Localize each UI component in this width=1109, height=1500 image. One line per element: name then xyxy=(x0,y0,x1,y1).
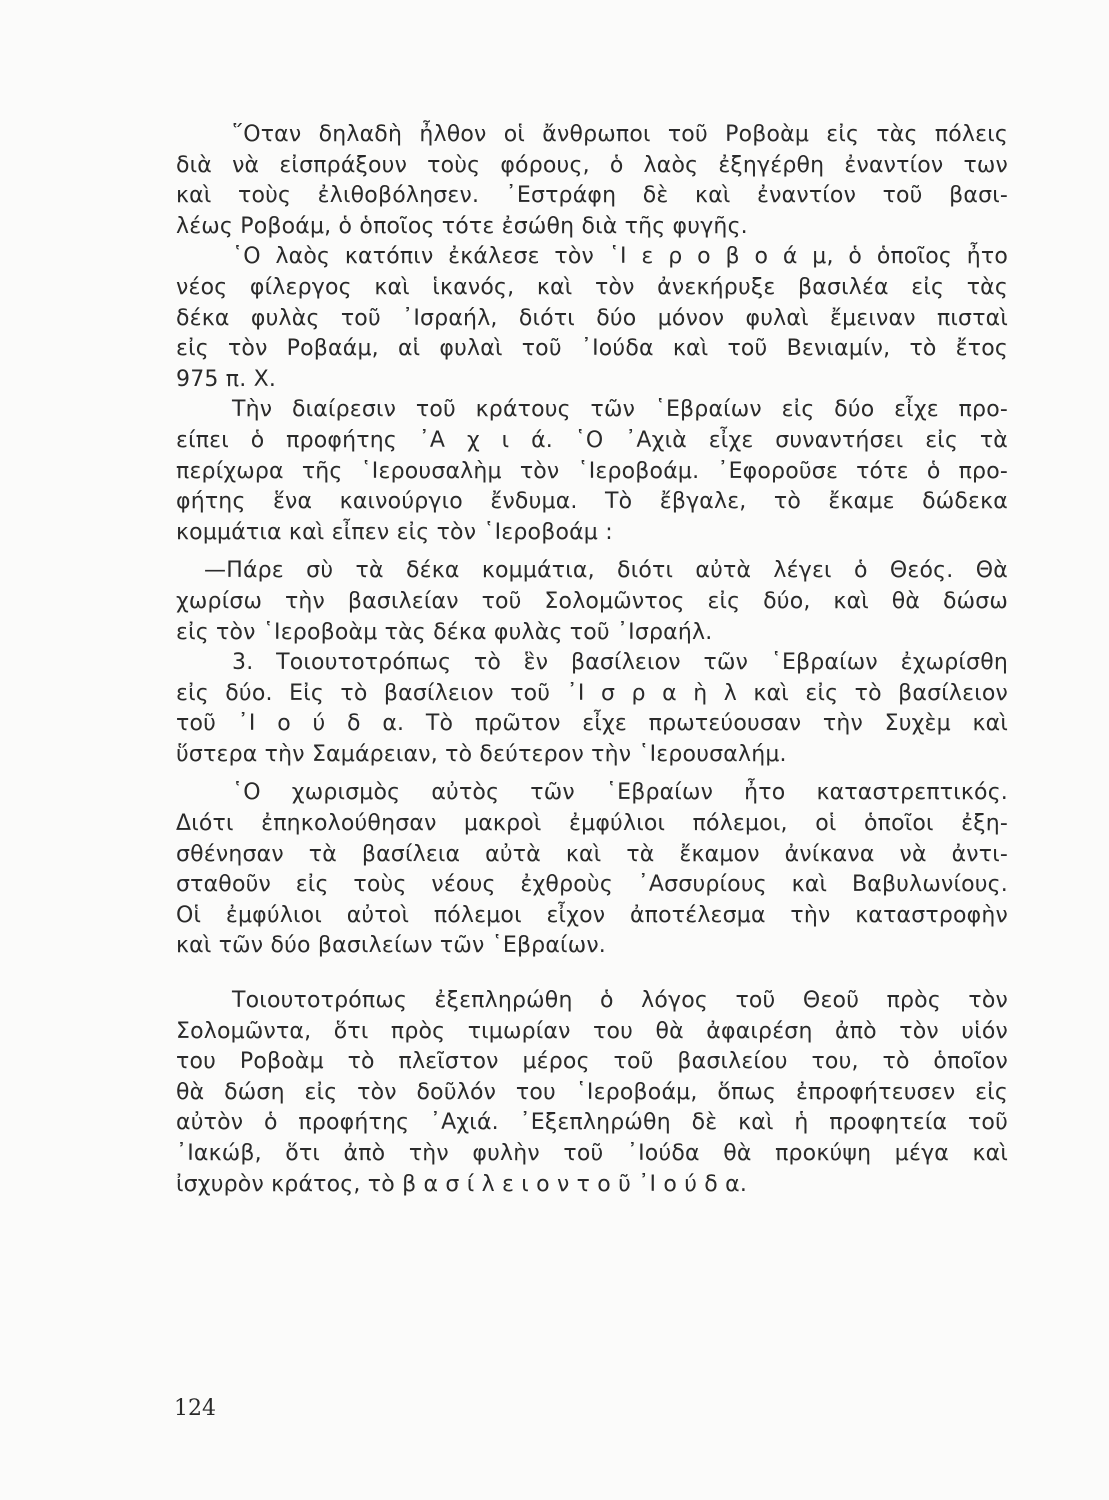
text-line: σθένησαν τὰ βασίλεια αὐτὰ καὶ τὰ ἔκαμον ἀνίκανα νὰ ἀντι- xyxy=(176,841,1008,867)
text-line: καὶ τῶν δύο βασιλείων τῶν ῾Εβραίων. xyxy=(176,933,606,959)
text-line: δέκα φυλὰς τοῦ ᾿Ισραήλ, διότι δύο μόνον φυλαὶ ἔμειναν πισταὶ xyxy=(176,305,1008,331)
text-line: φήτης ἕνα καινούργιο ἔνδυμα. Τὸ ἔβγαλε, τὸ ἔκαμε δώδεκα xyxy=(176,489,1008,515)
text-line: σταθοῦν εἰς τοὺς νέους ἐχθροὺς ᾿Ασσυρίους καὶ Βαβυλωνίους. xyxy=(176,872,1008,898)
text-line: ῾Ο λαὸς κατόπιν ἐκάλεσε τὸν ῾Ι ε ρ ο β ο ά μ, ὁ ὁποῖος ἦτο xyxy=(232,244,1008,270)
text-line: θὰ δώση εἰς τὸν δοῦλόν του ῾Ιεροβοάμ, ὅπως ἐπροφήτευσεν εἰς xyxy=(176,1079,1008,1105)
text-line: ῞Οταν δηλαδὴ ἦλθον οἱ ἄνθρωποι τοῦ Ροβοὰμ εἰς τὰς πόλεις xyxy=(232,122,1008,147)
text-line: ὕστερα τὴν Σαμάρειαν, τὸ δεύτερον τὴν ῾Ιερουσαλήμ. xyxy=(176,741,787,767)
text-line: του Ροβοὰμ τὸ πλεῖστον μέρος τοῦ βασιλείου του, τὸ ὁποῖον xyxy=(176,1049,1008,1075)
paragraph-7 xyxy=(176,986,1008,1200)
paragraph-5 xyxy=(176,648,1008,770)
text-line: 975 π. Χ. xyxy=(176,366,277,392)
text-line: καὶ τοὺς ἐλιθοβόλησεν. ᾿Εστράφη δὲ καὶ ἐναντίον τοῦ βασι- xyxy=(176,183,1008,209)
text-line: κομμάτια καὶ εἶπεν εἰς τὸν ῾Ιεροβοάμ : xyxy=(176,519,613,545)
text-line: εἰς τὸν ῾Ιεροβοὰμ τὰς δέκα φυλὰς τοῦ ᾿Ισραήλ. xyxy=(176,619,713,645)
text-line: χωρίσω τὴν βασιλείαν τοῦ Σολομῶντος εἰς δύο, καὶ θὰ δώσω xyxy=(176,588,1008,614)
page-number: 124 xyxy=(174,1396,216,1421)
text-line: περίχωρα τῆς ῾Ιερουσαλὴμ τὸν ῾Ιεροβοάμ. ᾿Εφοροῦσε τότε ὁ προ- xyxy=(176,458,1008,484)
paragraph-6 xyxy=(176,778,1008,962)
text-line: αὐτὸν ὁ προφήτης ᾿Αχιά. ᾿Εξεπληρώθη δὲ καὶ ἡ προφητεία τοῦ xyxy=(176,1110,1008,1136)
text-line: Τὴν διαίρεσιν τοῦ κράτους τῶν ῾Εβραίων εἰς δύο εἶχε προ- xyxy=(232,397,1008,423)
text-line: ἰσχυρὸν κράτος, τὸ β α σ ί λ ε ι ο ν τ ο ῦ ᾿Ι ο ύ δ α. xyxy=(176,1171,748,1197)
text-line: Σολομῶντα, ὅτι πρὸς τιμωρίαν του θὰ ἀφαιρέση ἀπὸ τὸν υἱόν xyxy=(176,1018,1008,1044)
text-line: λέως Ροβοάμ, ὁ ὁποῖος τότε ἐσώθη διὰ τῆς φυγῆς. xyxy=(176,213,748,239)
text-line: ᾿Ιακώβ, ὅτι ἀπὸ τὴν φυλὴν τοῦ ᾿Ιούδα θὰ προκύψη μέγα καὶ xyxy=(176,1141,1008,1166)
text-line: είπει ὁ προφήτης ᾿Α χ ι ά. ῾Ο ᾿Αχιὰ εἶχε συναντήσει εἰς τὰ xyxy=(176,427,1008,453)
text-line: Οἱ ἐμφύλιοι αὐτοὶ πόλεμοι εἶχον ἀποτέλεσμα τὴν καταστροφὴν xyxy=(176,902,1008,928)
paragraph-1 xyxy=(176,120,1008,242)
text-line: 3. Τοιουτοτρόπως τὸ ἓν βασίλειον τῶν ῾Εβραίων ἐχωρίσθη xyxy=(232,650,1008,676)
paragraph-2 xyxy=(176,242,1008,395)
paragraph-3 xyxy=(176,395,1008,548)
text-line: —Πάρε σὺ τὰ δέκα κομμάτια, διότι αὐτὰ λέγει ὁ Θεός. Θὰ xyxy=(204,558,1008,584)
text-line: εἰς δύο. Εἰς τὸ βασίλειον τοῦ ᾿Ι σ ρ α ὴ λ καὶ εἰς τὸ βασίλειον xyxy=(176,680,1008,706)
body-text xyxy=(176,120,1008,1200)
text-line: Τοιουτοτρόπως ἐξεπληρώθη ὁ λόγος τοῦ Θεοῦ πρὸς τὸν xyxy=(232,988,1008,1014)
text-line: ῾Ο χωρισμὸς αὐτὸς τῶν ῾Εβραίων ἦτο καταστρεπτικός. xyxy=(232,780,1008,806)
text-line: νέος φίλεργος καὶ ἱκανός, καὶ τὸν ἀνεκήρυξε βασιλέα εἰς τὰς xyxy=(176,274,1008,300)
paragraph-4 xyxy=(176,556,1008,648)
text-line: εἰς τὸν Ροβαάμ, αἱ φυλαὶ τοῦ ᾿Ιούδα καὶ τοῦ Βενιαμίν, τὸ ἔτος xyxy=(176,336,1008,362)
text-line: Διότι ἐπηκολούθησαν μακροὶ ἐμφύλιοι πόλεμοι, οἱ ὁποῖοι ἐξη- xyxy=(176,811,1008,837)
text-line: τοῦ ᾿Ι ο ύ δ α. Τὸ πρῶτον εἶχε πρωτεύουσαν τὴν Συχὲμ καὶ xyxy=(176,711,1008,737)
text-line: διὰ νὰ εἰσπράξουν τοὺς φόρους, ὁ λαὸς ἐξηγέρθη ἐναντίον των xyxy=(176,152,1008,178)
